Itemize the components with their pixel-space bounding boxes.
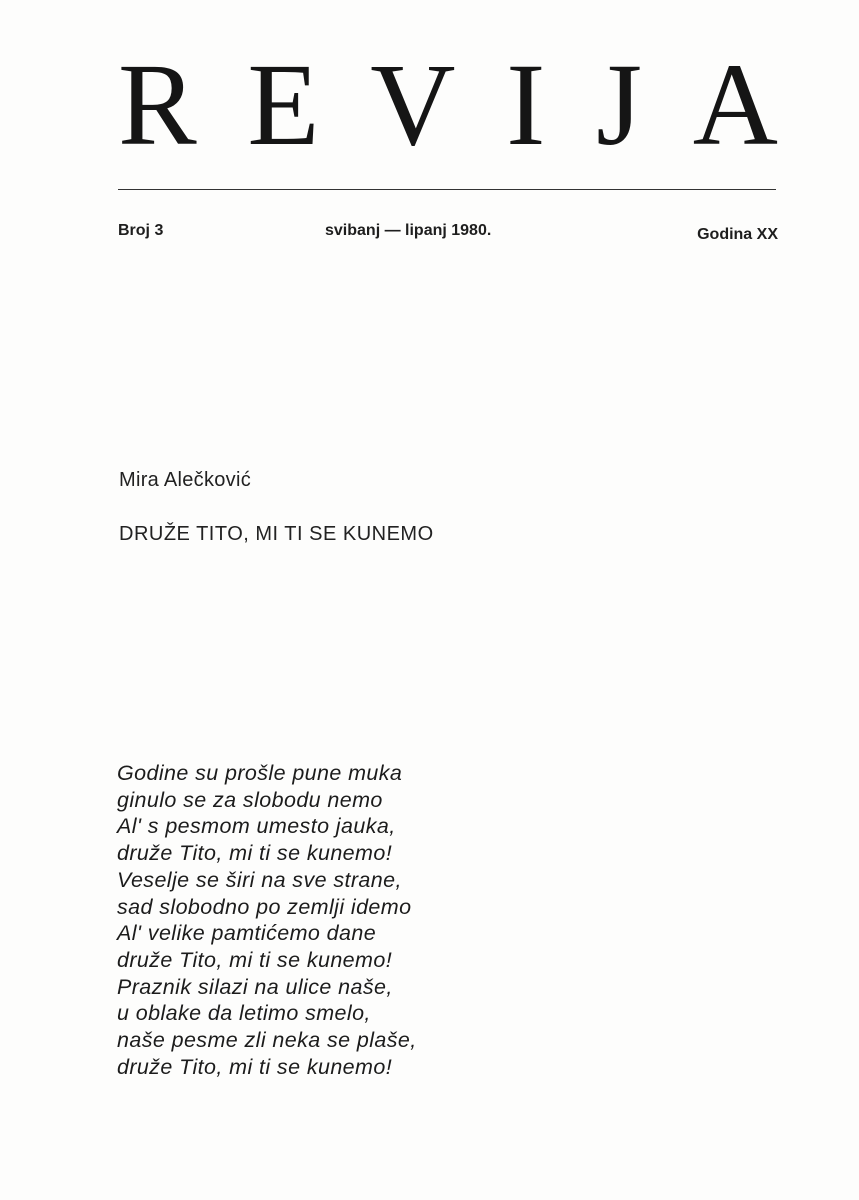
poem-line: druže Tito, mi ti se kunemo! [117, 841, 393, 866]
poem-line: Godine su prošle pune muka [117, 761, 403, 785]
masthead-letter: A [692, 39, 778, 170]
poem-line: druže Tito, mi ti se kunemo! [117, 1054, 393, 1079]
masthead-letter: I [506, 39, 546, 170]
poem-line: druže Tito, mi ti se kunemo! [117, 947, 393, 972]
poem-line: Veselje se širi na sve strane, [117, 867, 402, 892]
poem-line: Al' s pesmom umesto jauka, [117, 814, 396, 839]
masthead-letter: E [247, 39, 320, 170]
header-divider [118, 189, 776, 190]
poem-line: ginulo se za slobodu nemo [117, 787, 383, 812]
poem-line: Praznik silazi na ulice naše, [117, 974, 393, 999]
article-title: DRUŽE TITO, MI TI SE KUNEMO [119, 523, 434, 545]
issue-year: Godina XX [697, 226, 778, 243]
masthead-letter: J [596, 39, 643, 170]
poem-text [117, 760, 417, 1080]
poem-line: u oblake da letimo smelo, [117, 1001, 371, 1026]
issue-date: svibanj — lipanj 1980. [325, 222, 492, 239]
poem-line: naše pesme zli neka se plaše, [117, 1028, 417, 1053]
poem-line: sad slobodno po zemlji idemo [117, 894, 412, 919]
poem-line: Al' velike pamtićemo dane [117, 921, 377, 946]
magazine-masthead [118, 39, 778, 170]
masthead-letter: R [118, 39, 197, 170]
issue-number: Broj 3 [118, 222, 164, 239]
masthead-letter: V [370, 39, 456, 170]
article-author: Mira Alečković [119, 469, 252, 491]
